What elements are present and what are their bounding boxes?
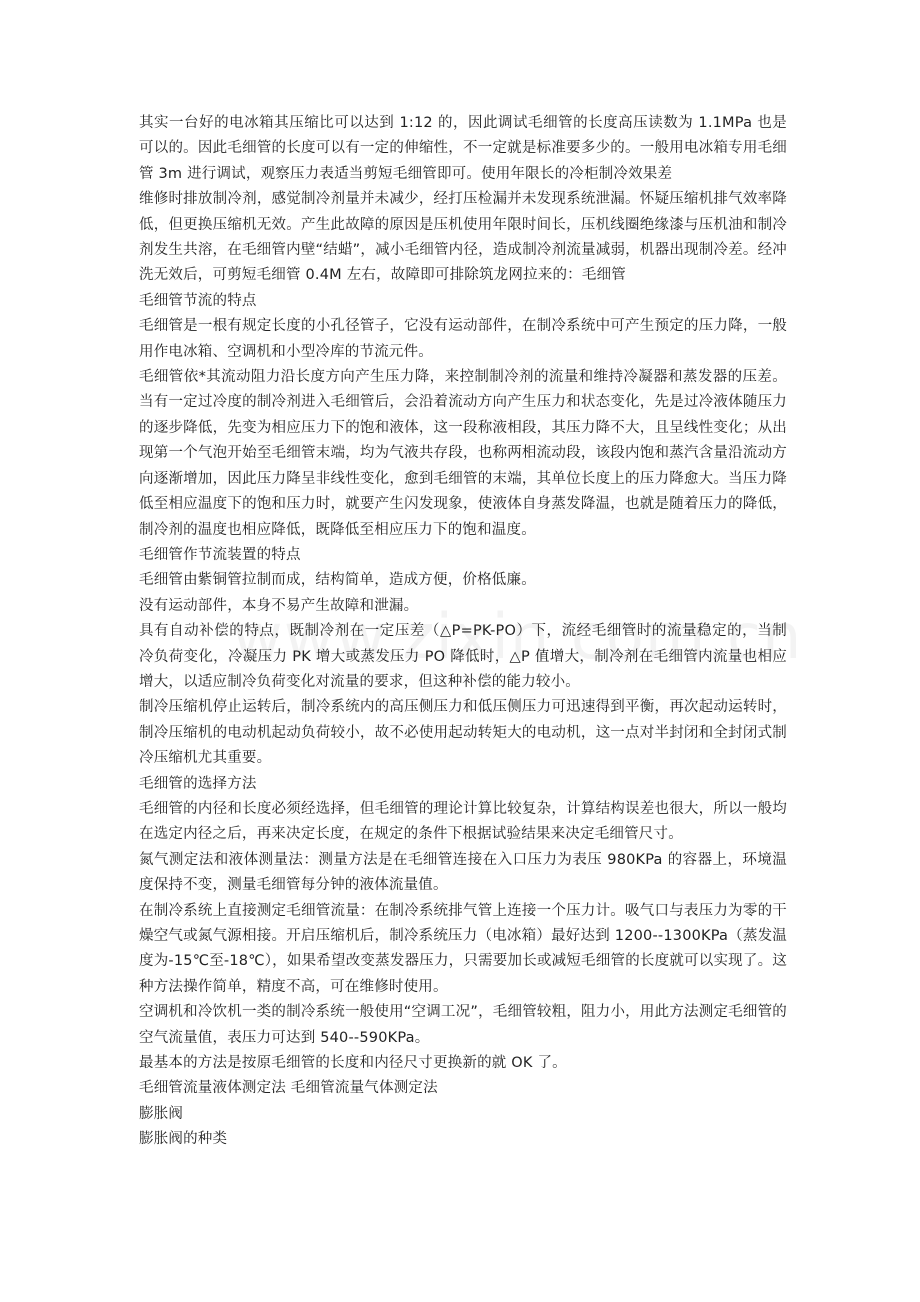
paragraph-compression-ratio: 其实一台好的电冰箱其压缩比可以达到 1:12 的，因此调试毛细管的长度高压读数为 1.1MPa 也是可以的。因此毛细管的长度可以有一定的伸缩性，不一定就是标准要多少的。一般用电冰箱专用毛细管 3m 进行调试，观察压力表适当剪短毛细管即可。使用年限长的冷柜制冷效果差 [139, 115, 787, 182]
heading-selection-method: 毛细管的选择方法 [139, 775, 257, 792]
document-body [139, 111, 787, 1153]
heading-throttling-features: 毛细管节流的特点 [139, 292, 257, 309]
paragraph-pressure-balance: 制冷压缩机停止运转后，制冷系统内的高压侧压力和低压侧压力可迅速得到平衡，再次起动运转时，制冷压缩机的电动机起动负荷较小，故不必使用起动转矩大的电动机，这一点对半封闭和全封闭式制冷压缩机尤其重要。 [139, 699, 787, 767]
paragraph-air-conditioning: 空调机和冷饮机一类的制冷系统一般使用“空调工况”，毛细管较粗，阻力小，用此方法测定毛细管的空气流量值，表压力可达到 540--590KPa。 [139, 1004, 787, 1046]
paragraph-maintenance: 维修时排放制冷剂，感觉制冷剂量并未减少，经打压检漏并未发现系统泄漏。怀疑压缩机排气效率降低，但更换压缩机无效。产生此故障的原因是压机使用年限时间长，压机线圈绝缘漆与压机油和制冷剂发生共溶，在毛细管内壁“结蜡”，减小毛细管内径，造成制冷剂流量减弱，机器出现制冷差。经冲洗无效后，可剪短毛细管 0.4M 左右，故障即可排除筑龙网拉来的：毛细管 [139, 191, 787, 284]
paragraph-flow-test-methods: 毛细管流量液体测定法 毛细管流量气体测定法 [139, 1080, 438, 1097]
paragraph-auto-compensation: 具有自动补偿的特点，既制冷剂在一定压差（△P=PK-PO）下，流经毛细管时的流量稳定的，当制冷负荷变化，冷凝压力 PK 增大或蒸发压力 PO 降低时，△P 值增大，制冷剂在毛细管内流量也相应增大，以适应制冷负荷变化对流量的要求，但这种补偿的能力较小。 [139, 623, 787, 690]
heading-throttling-device-features: 毛细管作节流装置的特点 [139, 546, 301, 563]
paragraph-diameter-length: 毛细管的内径和长度必须经选择，但毛细管的理论计算比较复杂，计算结构误差也很大，所以一般均在选定内径之后，再来决定长度，在规定的条件下根据试验结果来决定毛细管尺寸。 [139, 800, 787, 843]
paragraph-direct-measurement: 在制冷系统上直接测定毛细管流量：在制冷系统排气管上连接一个压力计。吸气口与表压力为零的干燥空气或氮气源相接。开启压缩机后，制冷系统压力（电冰箱）最好达到 1200--1300KPa（蒸发温度为-15℃至-18℃），如果希望改变蒸发器压力，只需要加长或减短毛细管的长度就可以实现了。这种方法操作简单，精度不高，可在维修时使用。 [139, 902, 787, 995]
paragraph-basic-method: 最基本的方法是按原毛细管的长度和内径尺寸更换新的就 OK 了。 [139, 1055, 567, 1072]
paragraph-capillary-definition: 毛细管是一根有规定长度的小孔径管子，它没有运动部件，在制冷系统中可产生预定的压力降，一般用作电冰箱、空调机和小型冷库的节流元件。 [139, 318, 787, 360]
heading-expansion-valve: 膨胀阀 [139, 1105, 184, 1122]
paragraph-pressure-drop: 毛细管依*其流动阻力沿长度方向产生压力降，来控制制冷剂的流量和维持冷凝器和蒸发器的压差。当有一定过冷度的制冷剂进入毛细管后，会沿着流动方向产生压力和状态变化，先是过冷液体随压力的逐步降低，先变为相应压力下的饱和液体，这一段称液相段，其压力降不大，且呈线性变化；从出现第一个气泡开始至毛细管末端，均为气液共存段，也称两相流动段，该段内饱和蒸汽含量沿流动方向逐渐增加，因此压力降呈非线性变化，愈到毛细管的末端，其单位长度上的压力降愈大。当压力降低至相应温度下的饱和压力时，就要产生闪发现象，使液体自身蒸发降温，也就是随着压力的降低，制冷剂的温度也相应降低，既降低至相应压力下的饱和温度。 [139, 369, 787, 538]
paragraph-no-moving-parts: 没有运动部件，本身不易产生故障和泄漏。 [139, 597, 419, 614]
heading-expansion-valve-types: 膨胀阀的种类 [139, 1131, 228, 1148]
paragraph-copper-tube: 毛细管由紫铜管拉制而成，结构简单，造成方便，价格低廉。 [139, 572, 536, 589]
paragraph-nitrogen-method: 氮气测定法和液体测量法：测量方法是在毛细管连接在入口压力为表压 980KPa 的容器上，环境温度保持不变，测量毛细管每分钟的液体流量值。 [139, 851, 787, 894]
